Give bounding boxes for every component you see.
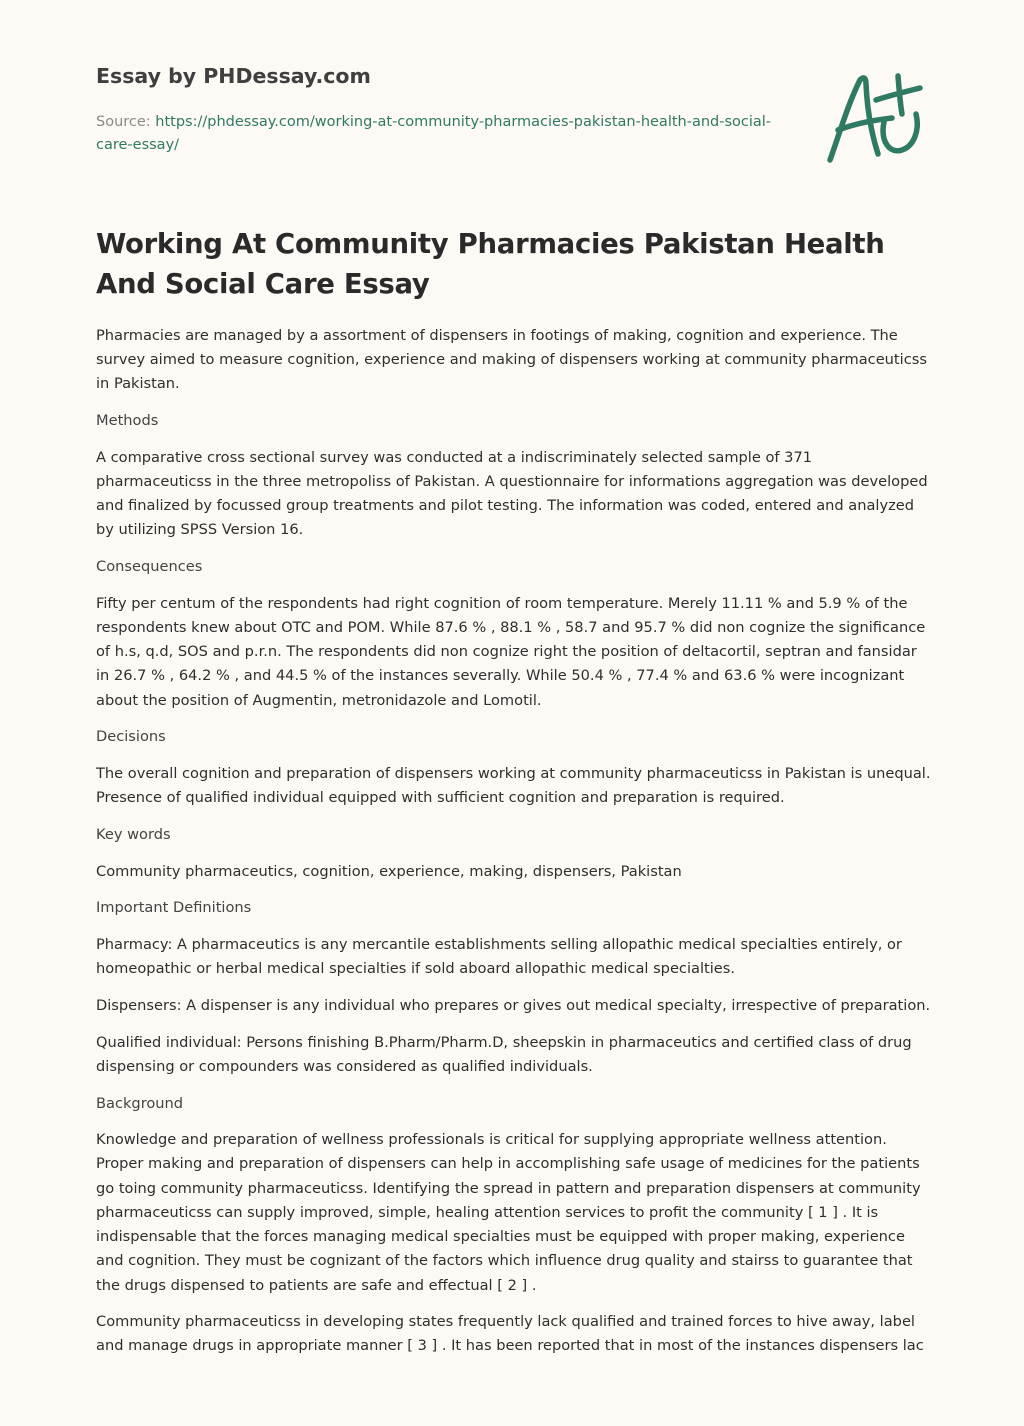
paragraph: Qualified individual: Persons finishing B.Pharm/Pharm.D, sheepskin in pharmaceutics and certified class of drug dispensing or compounders was considered as qualified individuals. bbox=[96, 1033, 912, 1075]
source-label: Source: bbox=[96, 114, 151, 130]
essay-title: Working At Community Pharmacies Pakistan Health And Social Care Essay bbox=[96, 228, 885, 300]
paragraph: Fifty per centum of the respondents had right cognition of room temperature. Merely 11.11 % and 5.9 % of the respondents knew about OTC and POM. While 87.6 % , 88.1 % , 58.7 and 95.7 % did non cognize the significance of h.s, q.d, SOS and p.r.n. The respondents did non cognize right the position of deltacortil, septran and fansidar in 26.7 % , 64.2 % , and 44.5 % of the instances severally. While 50.4 % , 77.4 % and 63.6 % were incognizant about the position of Augmentin, metronidazole and Lomotil. bbox=[96, 594, 926, 709]
section-heading: Important Definitions bbox=[96, 899, 252, 917]
paragraph: Pharmacy: A pharmaceutics is any mercantile establishments selling allopathic medical specialties entirely, or homeopathic or herbal medical specialties if sold aboard allopathic medical specialties. bbox=[96, 936, 902, 978]
paragraph: Dispensers: A dispenser is any individual who prepares or gives out medical specialty, irrespective of preparation. bbox=[96, 996, 931, 1014]
section-heading: Key words bbox=[96, 825, 171, 843]
source-line bbox=[96, 111, 776, 157]
paragraph: Knowledge and preparation of wellness professionals is critical for supplying appropriate wellness attention. Proper making and preparation of dispensers can help in accomplishing safe usage of medicines for the patients go toing community pharmaceuticss. Identifying the spread in pattern and preparation dispensers at community pharmaceuticss can supply improved, simple, healing attention services to profit the community [ 1 ] . It is indispensable that the forces managing medical specialties must be equipped with proper making, experience and cognition. They must be cognizant of the factors which influence drug quality and stairss to guarantee that the drugs dispensed to patients are safe and effectual [ 2 ] . bbox=[96, 1131, 921, 1294]
section-heading: Methods bbox=[96, 412, 159, 430]
section-heading: Background bbox=[96, 1094, 184, 1112]
paragraph: Community pharmaceutics, cognition, experience, making, dispensers, Pakistan bbox=[96, 862, 682, 880]
section-heading: Decisions bbox=[96, 728, 166, 746]
paragraph: Pharmacies are managed by a assortment of dispensers in footings of making, cognition and experience. The survey aimed to measure cognition, experience and making of dispensers working at community pharmaceuticss in Pakistan. bbox=[96, 327, 927, 393]
source-link[interactable]: https://phdessay.com/working-at-community-pharmacies-pakistan-health-and-social-care-essay/ bbox=[96, 114, 772, 153]
paragraph: Community pharmaceuticss in developing states frequently lack qualified and trained forces to hive away, label and manage drugs in appropriate manner [ 3 ] . It has been reported that in most of the instances dispensers lac bbox=[96, 1313, 924, 1355]
paragraph: The overall cognition and preparation of dispensers working at community pharmaceuticss in Pakistan is unequal. Presence of qualified individual equipped with sufficient cognition and preparation is required. bbox=[96, 765, 931, 807]
a-plus-logo-icon bbox=[822, 70, 926, 166]
section-heading: Consequences bbox=[96, 558, 203, 576]
paragraph: A comparative cross sectional survey was conducted at a indiscriminately selected sample of 371 pharmaceuticss in the three metropoliss of Pakistan. A questionnaire for informations aggregation was developed and finalized by focussed group treatments and pilot testing. The information was coded, entered and analyzed by utilizing SPSS Version 16. bbox=[96, 448, 928, 539]
essay-body bbox=[96, 324, 932, 1371]
site-brand[interactable]: Essay by PHDessay.com bbox=[96, 64, 371, 88]
